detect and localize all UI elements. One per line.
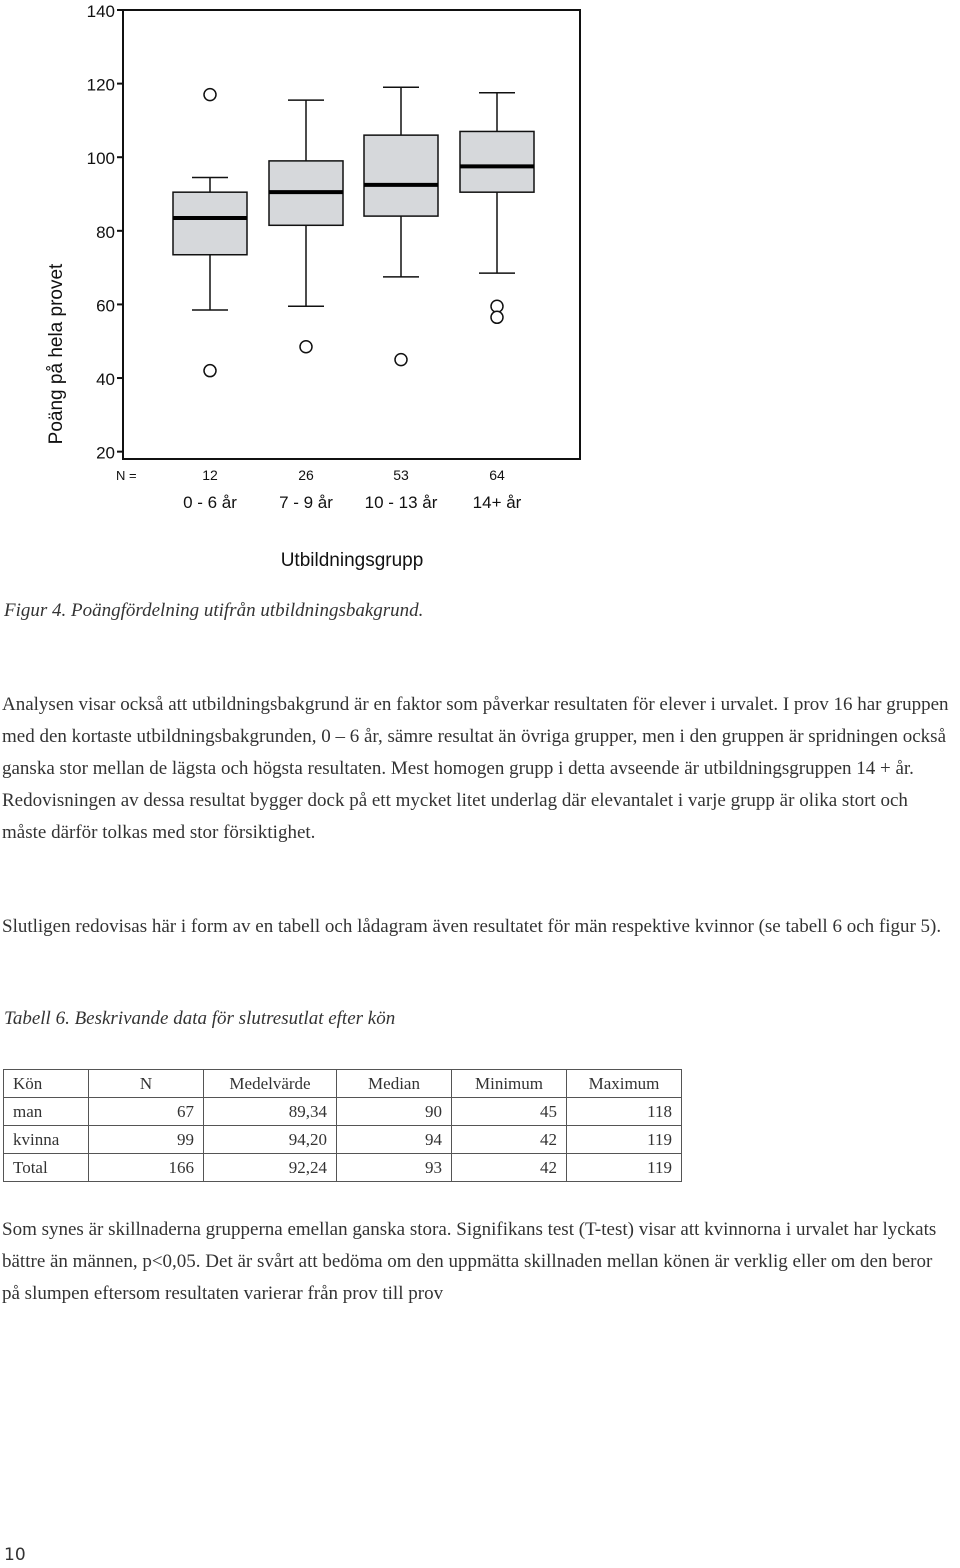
table-row [4, 1154, 682, 1182]
category-label: 14+ år [472, 493, 522, 512]
table-cell: 94,20 [204, 1126, 337, 1154]
table-header-row [4, 1070, 682, 1098]
y-tick-label: 120 [86, 75, 115, 95]
paragraph-conclusion: Som synes är skillnaderna grupperna emellan ganska stora. Signifikans test (T-test) visar att kvinnorna i urvalet har lyckats bättre än männen, p<0,05. Det är svårt att bedöma om den uppmätta skillnaden mellan könen är verklig eller om den beror på slumpen eftersom resultaten varierar från prov till prov [2, 1219, 937, 1304]
y-tick-label: 140 [86, 2, 115, 21]
y-tick-label: 100 [86, 149, 115, 169]
n-label: 26 [298, 467, 314, 483]
y-tick-label: 80 [96, 222, 115, 242]
outlier-point [491, 311, 503, 323]
page-number: 10 [4, 1545, 26, 1565]
y-tick-label: 20 [96, 443, 115, 463]
table-cell: 166 [89, 1154, 204, 1182]
table-cell: man [4, 1098, 89, 1126]
data-table [3, 1069, 682, 1182]
paragraph-summary: Slutligen redovisas här i form av en tabell och lådagram även resultatet för män respektive kvinnor (se tabell 6 och figur 5). [2, 916, 942, 937]
category-label: 0 - 6 år [183, 493, 237, 512]
table-cell: 94 [337, 1126, 452, 1154]
category-label: 10 - 13 år [364, 493, 438, 512]
table-cell: 42 [452, 1154, 567, 1182]
table-cell: 89,34 [204, 1098, 337, 1126]
outlier-point [395, 354, 407, 366]
category-label: 7 - 9 år [279, 493, 333, 512]
header-cell: Medelvärde [204, 1070, 337, 1098]
boxplot-chart [0, 0, 960, 590]
table-cell: 42 [452, 1126, 567, 1154]
table-cell: 118 [567, 1098, 682, 1126]
table-cell: 45 [452, 1098, 567, 1126]
x-axis-label: Utbildningsgrupp [280, 550, 424, 571]
header-cell: Median [337, 1070, 452, 1098]
table-caption: Tabell 6. Beskrivande data för slutresutlat efter kön [4, 1008, 396, 1029]
table-row [4, 1098, 682, 1126]
figure-caption: Figur 4. Poängfördelning utifrån utbildningsbakgrund. [4, 600, 424, 621]
header-cell: N [89, 1070, 204, 1098]
outlier-point [491, 300, 503, 312]
box [173, 192, 247, 255]
table-cell: 119 [567, 1126, 682, 1154]
n-label: 53 [393, 467, 409, 483]
y-axis-label: Poäng på hela provet [46, 263, 67, 445]
n-label: 12 [202, 467, 218, 483]
outlier-point [300, 341, 312, 353]
n-label: 64 [489, 467, 505, 483]
n-prefix-label: N = [116, 468, 137, 483]
outlier-point [204, 365, 216, 377]
y-tick-label: 60 [96, 296, 115, 316]
table-cell: 93 [337, 1154, 452, 1182]
table-cell: 92,24 [204, 1154, 337, 1182]
table-cell: kvinna [4, 1126, 89, 1154]
table-cell: 99 [89, 1126, 204, 1154]
table-cell: 67 [89, 1098, 204, 1126]
box [364, 135, 438, 216]
header-cell: Kön [4, 1070, 89, 1098]
table-cell: 90 [337, 1098, 452, 1126]
header-cell: Maximum [567, 1070, 682, 1098]
table-row [4, 1126, 682, 1154]
paragraph-analysis: Analysen visar också att utbildningsbakgrund är en faktor som påverkar resultaten för elever i urvalet. I prov 16 har gruppen med den kortaste utbildningsbakgrunden, 0 – 6 år, sämre resultat än övriga grupper, men i den gruppen är spridningen också ganska stor mellan de lägsta och högsta resultaten. Mest homogen grupp i detta avseende är utbildningsgruppen 14 + år. Redovisningen av dessa resultat bygger dock på ett mycket litet underlag där elevantalet i varje grupp är olika stort och måste därför tolkas med stor försiktighet. [2, 694, 949, 843]
header-cell: Minimum [452, 1070, 567, 1098]
table-cell: 119 [567, 1154, 682, 1182]
y-tick-label: 40 [96, 370, 115, 390]
outlier-point [204, 89, 216, 101]
table-cell: Total [4, 1154, 89, 1182]
box [460, 131, 534, 192]
